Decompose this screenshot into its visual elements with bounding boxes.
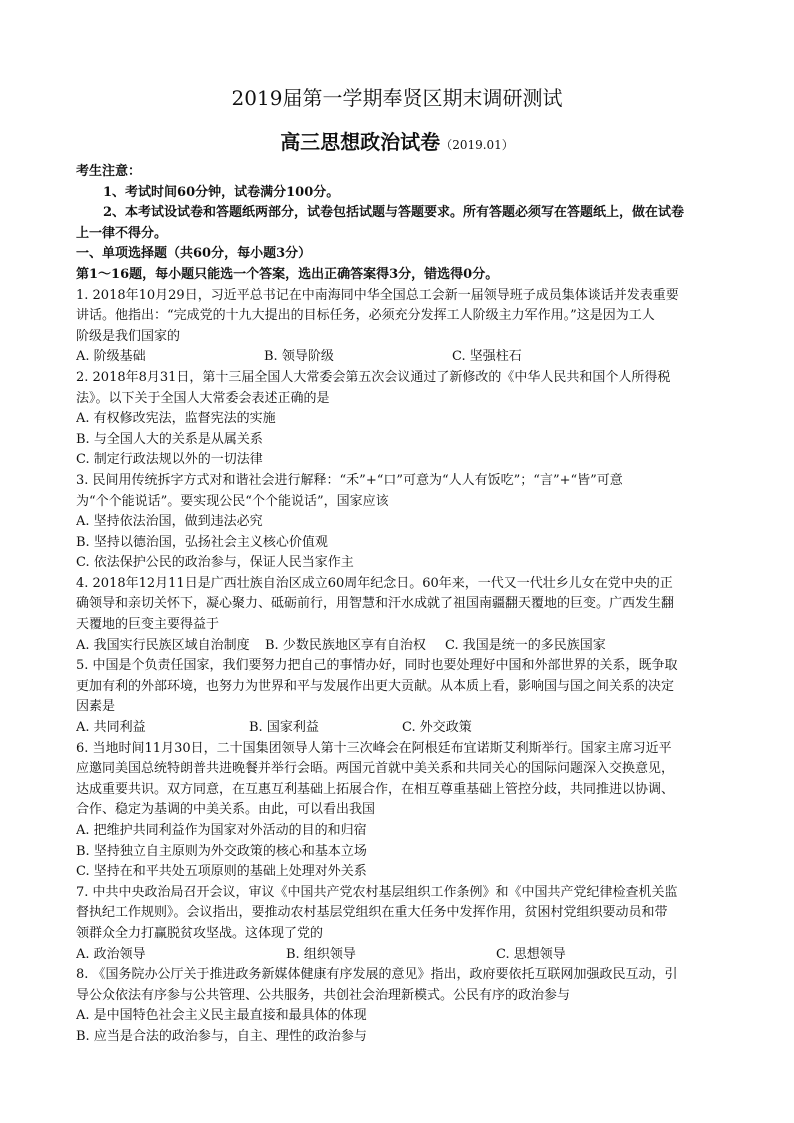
option-b: B. 坚持以德治国，弘扬社会主义核心价值观 bbox=[76, 534, 328, 550]
option-b: B. 应当是合法的政治参与，自主、理性的政治参与 bbox=[76, 1028, 367, 1044]
question-5-options bbox=[76, 718, 732, 739]
exam-date: （2019.01） bbox=[440, 138, 514, 152]
section-instruction: 第1～16题，每小题只能选一个答案，选出正确答案得3分，错选得0分。 bbox=[76, 266, 499, 282]
question-8-text: 8. 《国务院办公厅关于推进政务新媒体健康有序发展的意见》指出，政府要依托互联网加强政民互动，引 bbox=[76, 967, 678, 983]
option-a: A. 我国实行民族区域自治制度 bbox=[76, 637, 250, 653]
option-b: B. 国家利益 bbox=[249, 720, 319, 736]
question-5-text: 因素是 bbox=[76, 699, 116, 715]
option-b: B. 与全国人大的关系是从属关系 bbox=[76, 431, 263, 447]
question-4-text: 4. 2018年12月11日是广西壮族自治区成立60周年纪念日。60年来，一代又一代壮乡儿女在党中央的正 bbox=[76, 575, 673, 591]
option-c: C. 坚强柱石 bbox=[452, 349, 522, 365]
exam-title: 2019届第一学期奉贤区期末调研测试 bbox=[231, 86, 563, 110]
question-1-text: 讲话。他指出：“完成党的十九大提出的目标任务，必须充分发挥工人阶级主力军作用。”这是因为工人 bbox=[76, 308, 655, 324]
option-c: C. 我国是统一的多民族国家 bbox=[445, 637, 606, 653]
option-b: B. 领导阶级 bbox=[264, 349, 334, 365]
option-b: B. 组织领导 bbox=[286, 946, 356, 962]
question-7-text: 督执纪工作规则》。会议指出，要推动农村基层党组织在重大任务中发挥作用，贫困村党组织要动员和带 bbox=[76, 905, 668, 921]
section-heading: 一、单项选择题（共60分，每小题3分） bbox=[76, 246, 312, 262]
question-5-text: 5. 中国是个负责任国家，我们要努力把自己的事情办好，同时也要处理好中国和外部世界的关系，既争取 bbox=[76, 658, 678, 674]
option-c: C. 制定行政法规以外的一切法律 bbox=[76, 452, 263, 468]
exam-subtitle bbox=[0, 129, 794, 158]
question-4-text: 确领导和亲切关怀下，凝心聚力、砥砺前行，用智慧和汗水成就了祖国南疆翻天覆地的巨变。广西发生翻 bbox=[76, 596, 675, 612]
notice-heading: 考生注意： bbox=[76, 164, 142, 179]
question-4-text: 天覆地的巨变主要得益于 bbox=[76, 617, 220, 633]
question-8-text: 导公众依法有序参与公共管理、公共服务，共创社会治理新模式。公民有序的政治参与 bbox=[76, 987, 571, 1003]
question-6-text: 达成重要共识。双方同意，在互惠互利基础上拓展合作，在相互尊重基础上管控分歧，共同推进以协调、 bbox=[76, 781, 675, 797]
option-a: A. 是中国特色社会主义民主最直接和最具体的体现 bbox=[76, 1008, 367, 1024]
option-a: A. 把维护共同利益作为国家对外活动的目的和归宿 bbox=[76, 823, 367, 838]
exam-body bbox=[76, 162, 732, 1048]
option-b: B. 少数民族地区享有自治权 bbox=[265, 637, 426, 653]
question-5-text: 更加有利的外部环境，也努力为世界和平与发展作出更大贡献。从本质上看，影响国与国之间关系的决定 bbox=[76, 678, 675, 694]
question-6-text: 应邀同美国总统特朗普共进晚餐并举行会晤。两国元首就中美关系和共同关心的国际问题深入交换意见， bbox=[76, 761, 675, 777]
question-1-text: 阶级是我们国家的 bbox=[76, 328, 181, 344]
question-7-text: 领群众全力打赢脱贫攻坚战。这体现了党的 bbox=[76, 925, 324, 941]
question-2-text: 法》。以下关于全国人大常委会表述正确的是 bbox=[76, 390, 330, 406]
question-6-text: 合作、稳定为基调的中美关系。由此，可以看出我国 bbox=[76, 802, 376, 818]
question-3-text: 为“个个能说话”。要实现公民“个个能说话”，国家应该 bbox=[76, 493, 389, 509]
option-c: C. 外交政策 bbox=[402, 720, 472, 736]
option-a: A. 阶级基础 bbox=[76, 349, 146, 365]
option-c: C. 坚持在和平共处五项原则的基础上处理对外关系 bbox=[76, 864, 367, 880]
option-a: A. 政治领导 bbox=[76, 946, 146, 962]
question-7-options bbox=[76, 945, 732, 966]
option-b: B. 坚持独立自主原则为外交政策的核心和基本立场 bbox=[76, 843, 367, 859]
question-3-text: 3. 民间用传统拆字方式对和谐社会进行解释：“禾”+“口”可意为“人人有饭吃”；“言”+“皆”可意 bbox=[76, 472, 623, 488]
question-4-options bbox=[76, 636, 732, 657]
notice-item-1: 1、考试时间60分钟，试卷满分100分。 bbox=[103, 184, 340, 200]
option-a: A. 坚持依法治国，做到违法必究 bbox=[76, 514, 263, 530]
subtitle-text: 高三思想政治试卷 bbox=[280, 130, 441, 154]
option-a: A. 有权修改宪法，监督宪法的实施 bbox=[76, 411, 276, 427]
notice-item-2-cont: 上一律不得分。 bbox=[76, 225, 168, 241]
option-c: C. 依法保护公民的政治参与，保证人民当家作主 bbox=[76, 555, 354, 571]
question-1-options bbox=[76, 347, 732, 368]
option-a: A. 共同利益 bbox=[76, 720, 146, 736]
question-6-text: 6. 当地时间11月30日，二十国集团领导人第十三次峰会在阿根廷布宜诺斯艾利斯举行。国家主席习近平 bbox=[76, 740, 672, 756]
notice-item-2: 2、本考试设试卷和答题纸两部分，试卷包括试题与答题要求。所有答题必须写在答题纸上，做在试卷 bbox=[103, 205, 685, 221]
question-2-text: 2. 2018年8月31日，第十三届全国人大常委会第五次会议通过了新修改的《中华人民共和国个人所得税 bbox=[76, 369, 671, 385]
question-1-text: 1. 2018年10月29日，习近平总书记在中南海同中华全国总工会新一届领导班子成员集体谈话并发表重要 bbox=[76, 287, 679, 303]
question-7-text: 7. 中共中央政治局召开会议，审议《中国共产党农村基层组织工作条例》和《中国共产党纪律检查机关监 bbox=[76, 884, 678, 900]
option-c: C. 思想领导 bbox=[496, 946, 566, 962]
